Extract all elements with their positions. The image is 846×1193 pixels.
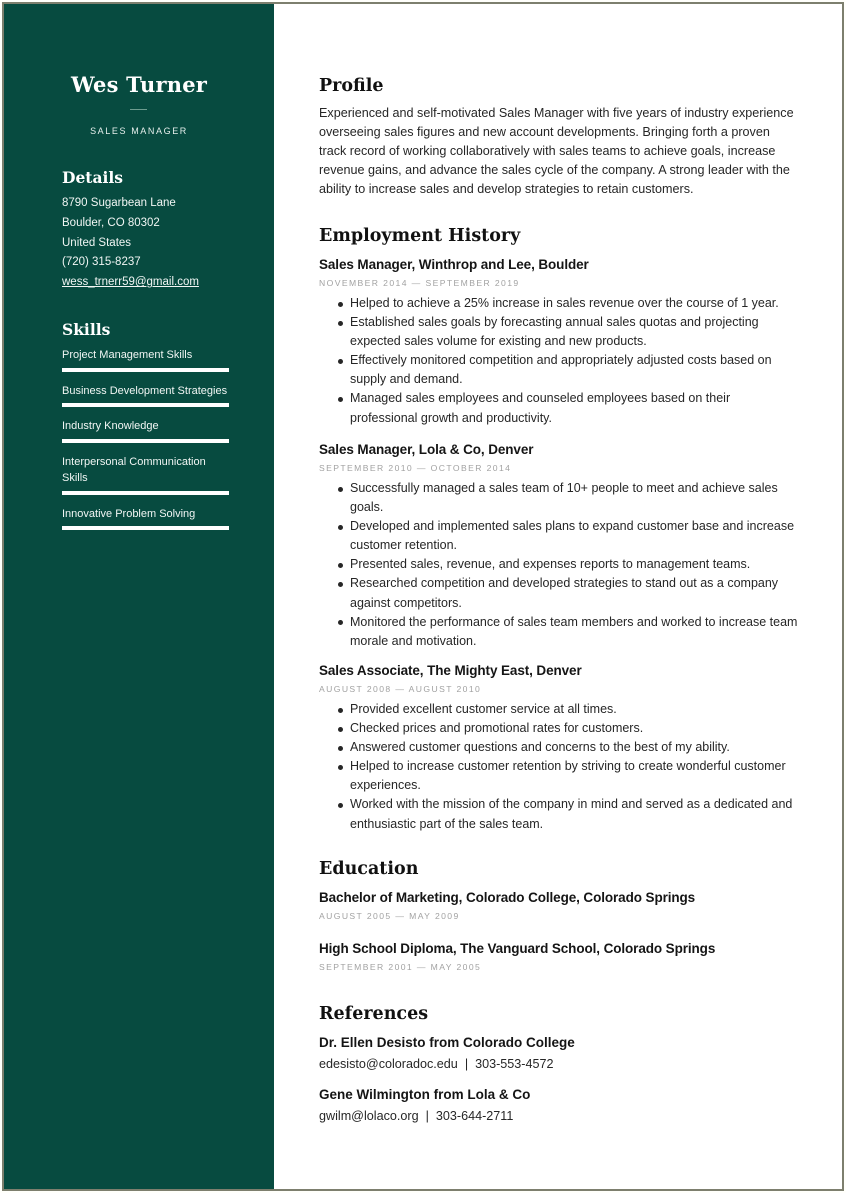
profile-heading: Profile <box>319 76 384 96</box>
job-title: Sales Manager, Winthrop and Lee, Boulder <box>319 257 589 272</box>
phone-number: (720) 315-8237 <box>62 256 141 269</box>
contact-separator: | <box>464 1057 469 1071</box>
education-dates: SEPTEMBER 2001 — MAY 2005 <box>319 962 482 972</box>
education-title: High School Diploma, The Vanguard School, Colorado Springs <box>319 941 716 956</box>
skill-item <box>62 506 230 531</box>
skill-item <box>62 418 230 443</box>
resume-page <box>2 2 844 1191</box>
candidate-job-title: SALES MANAGER <box>90 126 188 136</box>
job-bullet: Monitored the performance of sales team members and worked to increase team morale and motivation. <box>319 613 799 651</box>
skill-item <box>62 454 230 495</box>
skills-list <box>62 347 230 541</box>
skill-label: Business Development Strategies <box>62 384 228 397</box>
candidate-name: Wes Turner <box>70 72 208 97</box>
education-dates: AUGUST 2005 — MAY 2009 <box>319 911 460 921</box>
job-title: Sales Manager, Lola & Co, Denver <box>319 442 534 457</box>
address-country: United States <box>62 236 132 249</box>
name-divider <box>130 109 147 110</box>
job-title: Sales Associate, The Mighty East, Denver <box>319 663 582 678</box>
job-bullet: Successfully managed a sales team of 10+ people to meet and achieve sales goals. <box>319 479 799 517</box>
skill-label: Project Management Skills <box>62 349 193 361</box>
skill-level-bar <box>62 403 229 407</box>
contact-separator: | <box>425 1109 429 1123</box>
education-heading: Education <box>319 859 419 879</box>
job-bullet: Answered customer questions and concerns to the best of my ability. <box>319 738 799 757</box>
skill-level-bar <box>62 439 229 443</box>
skill-label: Interpersonal Communication Skills <box>62 455 206 484</box>
skill-level-bar <box>62 368 229 372</box>
references-heading: References <box>319 1004 429 1024</box>
job-bullet: Worked with the mission of the company in mind and served as a dedicated and enthusiastic part of the sales team. <box>319 795 799 833</box>
job-dates: AUGUST 2008 — AUGUST 2010 <box>319 684 482 694</box>
skill-item <box>62 347 230 372</box>
job-bullet: Managed sales employees and counseled employees based on their professional growth and productivity. <box>319 389 799 427</box>
education-title: Bachelor of Marketing, Colorado College, Colorado Springs <box>319 890 696 905</box>
sidebar <box>4 4 274 1189</box>
job-bullet: Helped to increase customer retention by striving to create wonderful customer experiences. <box>319 757 799 795</box>
address-street: 8790 Sugarbean Lane <box>62 197 176 209</box>
job-dates: SEPTEMBER 2010 — OCTOBER 2014 <box>319 463 512 473</box>
skills-heading: Skills <box>62 320 111 339</box>
skill-label: Innovative Problem Solving <box>62 507 196 520</box>
skill-item <box>62 383 230 408</box>
details-list <box>62 194 199 293</box>
email-link[interactable]: wess_trnerr59@gmail.com <box>62 276 199 289</box>
profile-text: Experienced and self-motivated Sales Manager with five years of industry experience overseeing sales figures and new account developments. Bringing forth a proven track record of working collaboratively with sales teams to achieve goals, increase revenue gains, and advance the sales cycle of the company. A strong leader with the ability to increase sales and develop strategies to retain customers. <box>319 106 794 196</box>
reference-email[interactable]: edesisto@coloradoc.edu <box>319 1057 458 1071</box>
reference-phone: 303-553-4572 <box>475 1057 554 1071</box>
reference-contact <box>319 1057 554 1071</box>
reference-contact <box>319 1109 513 1123</box>
skill-level-bar <box>62 491 229 495</box>
skill-label: Industry Knowledge <box>62 420 159 432</box>
job-bullet: Effectively monitored competition and appropriately adjusted costs based on supply and demand. <box>319 351 799 389</box>
job-bullet: Helped to achieve a 25% increase in sales revenue over the course of 1 year. <box>319 294 799 313</box>
job-bullet: Established sales goals by forecasting annual sales quotas and projecting expected sales volume for existing and new products. <box>319 313 799 351</box>
reference-name: Gene Wilmington from Lola & Co <box>319 1087 531 1102</box>
job-bullets <box>319 700 799 834</box>
job-bullet: Checked prices and promotional rates for customers. <box>319 719 799 738</box>
job-bullet: Presented sales, revenue, and expenses reports to management teams. <box>319 555 799 574</box>
reference-name: Dr. Ellen Desisto from Colorado College <box>319 1035 575 1050</box>
reference-phone: 303-644-2711 <box>435 1109 514 1123</box>
employment-heading: Employment History <box>319 226 521 246</box>
reference-email[interactable]: gwilm@lolaco.org <box>319 1109 419 1123</box>
job-bullets <box>319 479 799 651</box>
job-bullet: Researched competition and developed strategies to stand out as a company against competitors. <box>319 574 799 612</box>
job-dates: NOVEMBER 2014 — SEPTEMBER 2019 <box>319 278 520 288</box>
address-city: Boulder, CO 80302 <box>62 216 160 229</box>
job-bullet: Provided excellent customer service at all times. <box>319 700 799 719</box>
details-heading: Details <box>62 168 124 187</box>
job-bullet: Developed and implemented sales plans to expand customer base and increase customer retention. <box>319 517 799 555</box>
job-bullets <box>319 294 799 428</box>
skill-level-bar <box>62 526 229 530</box>
